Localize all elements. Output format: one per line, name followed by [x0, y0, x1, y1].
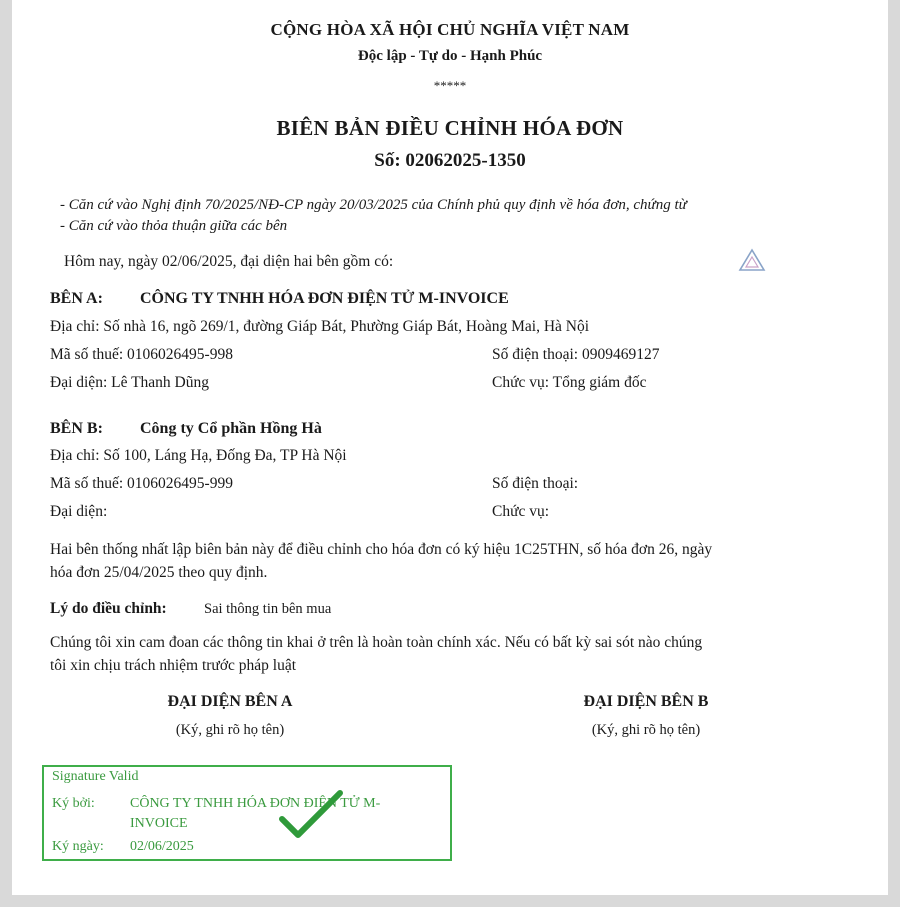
party-a-label: BÊN A:: [50, 290, 103, 307]
basis-line-2: - Căn cứ vào thỏa thuận giữa các bên: [60, 218, 288, 234]
commitment-line-1: Chúng tôi xin cam đoan các thông tin khai ở trên là hoàn toàn chính xác. Nếu có bất kỳ sai sót nào chúng: [50, 634, 703, 651]
signed-by-label: Ký bởi:: [52, 796, 95, 811]
party-b-phone: Số điện thoại:: [492, 475, 579, 492]
digital-signature-box: [42, 765, 452, 861]
party-b-label: BÊN B:: [50, 420, 103, 437]
party-a-name: CÔNG TY TNHH HÓA ĐƠN ĐIỆN TỬ M-INVOICE: [140, 290, 509, 307]
signed-by-value-line-2: INVOICE: [130, 816, 188, 831]
sign-date-value: 02/06/2025: [130, 839, 194, 854]
party-a-position: Chức vụ: Tổng giám đốc: [492, 374, 647, 391]
party-b-signature-title: ĐẠI DIỆN BÊN B: [583, 693, 709, 710]
intro-text: Hôm nay, ngày 02/06/2025, đại diện hai bên gồm có:: [64, 253, 394, 270]
triangle-logo-icon: [738, 248, 766, 274]
party-a-signature-title: ĐẠI DIỆN BÊN A: [167, 693, 293, 710]
agreement-line-2: hóa đơn 25/04/2025 theo quy định.: [50, 564, 268, 581]
checkmark-icon: [276, 787, 346, 843]
reason-label: Lý do điều chỉnh:: [50, 600, 167, 617]
party-b-position: Chức vụ:: [492, 503, 550, 520]
party-b-tax-code: Mã số thuế: 0106026495-999: [50, 475, 233, 492]
party-a-phone: Số điện thoại: 0909469127: [492, 346, 660, 363]
agreement-line-1: Hai bên thống nhất lập biên bản này để điều chỉnh cho hóa đơn có ký hiệu 1C25THN, số hóa đơn 26, ngày: [50, 541, 713, 558]
document-title: BIÊN BẢN ĐIỀU CHỈNH HÓA ĐƠN: [276, 116, 624, 140]
party-b-name: Công ty Cổ phần Hồng Hà: [140, 420, 322, 437]
party-a-tax-code: Mã số thuế: 0106026495-998: [50, 346, 233, 363]
motto: Độc lập - Tự do - Hạnh Phúc: [357, 48, 543, 64]
party-b-representative: Đại diện:: [50, 503, 108, 520]
sign-date-label: Ký ngày:: [52, 839, 104, 854]
party-a-address: Địa chỉ: Số nhà 16, ngõ 269/1, đường Giáp Bát, Phường Giáp Bát, Hoàng Mai, Hà Nội: [50, 318, 590, 335]
party-b-address: Địa chỉ: Số 100, Láng Hạ, Đống Đa, TP Hà Nội: [50, 447, 347, 464]
document-page: [12, 0, 888, 895]
signature-status: Signature Valid: [52, 769, 139, 784]
document-number: Số: 02062025-1350: [374, 150, 526, 171]
commitment-line-2: tôi xin chịu trách nhiệm trước pháp luật: [50, 657, 297, 674]
party-a-representative: Đại diện: Lê Thanh Dũng: [50, 374, 209, 391]
party-a-signature-note: (Ký, ghi rõ họ tên): [175, 722, 285, 738]
reason-value: Sai thông tin bên mua: [204, 601, 332, 617]
nation-header: CỘNG HÒA XÃ HỘI CHỦ NGHĨA VIỆT NAM: [270, 20, 630, 39]
party-b-signature-note: (Ký, ghi rõ họ tên): [591, 722, 701, 738]
signed-by-value-line-1: CÔNG TY TNHH HÓA ĐƠN ĐIỆN TỬ M-: [130, 796, 381, 811]
basis-line-1: - Căn cứ vào Nghị định 70/2025/NĐ-CP ngày 20/03/2025 của Chính phủ quy định về hóa đơn, chứng từ: [60, 197, 687, 213]
stars-divider: *****: [433, 78, 467, 93]
